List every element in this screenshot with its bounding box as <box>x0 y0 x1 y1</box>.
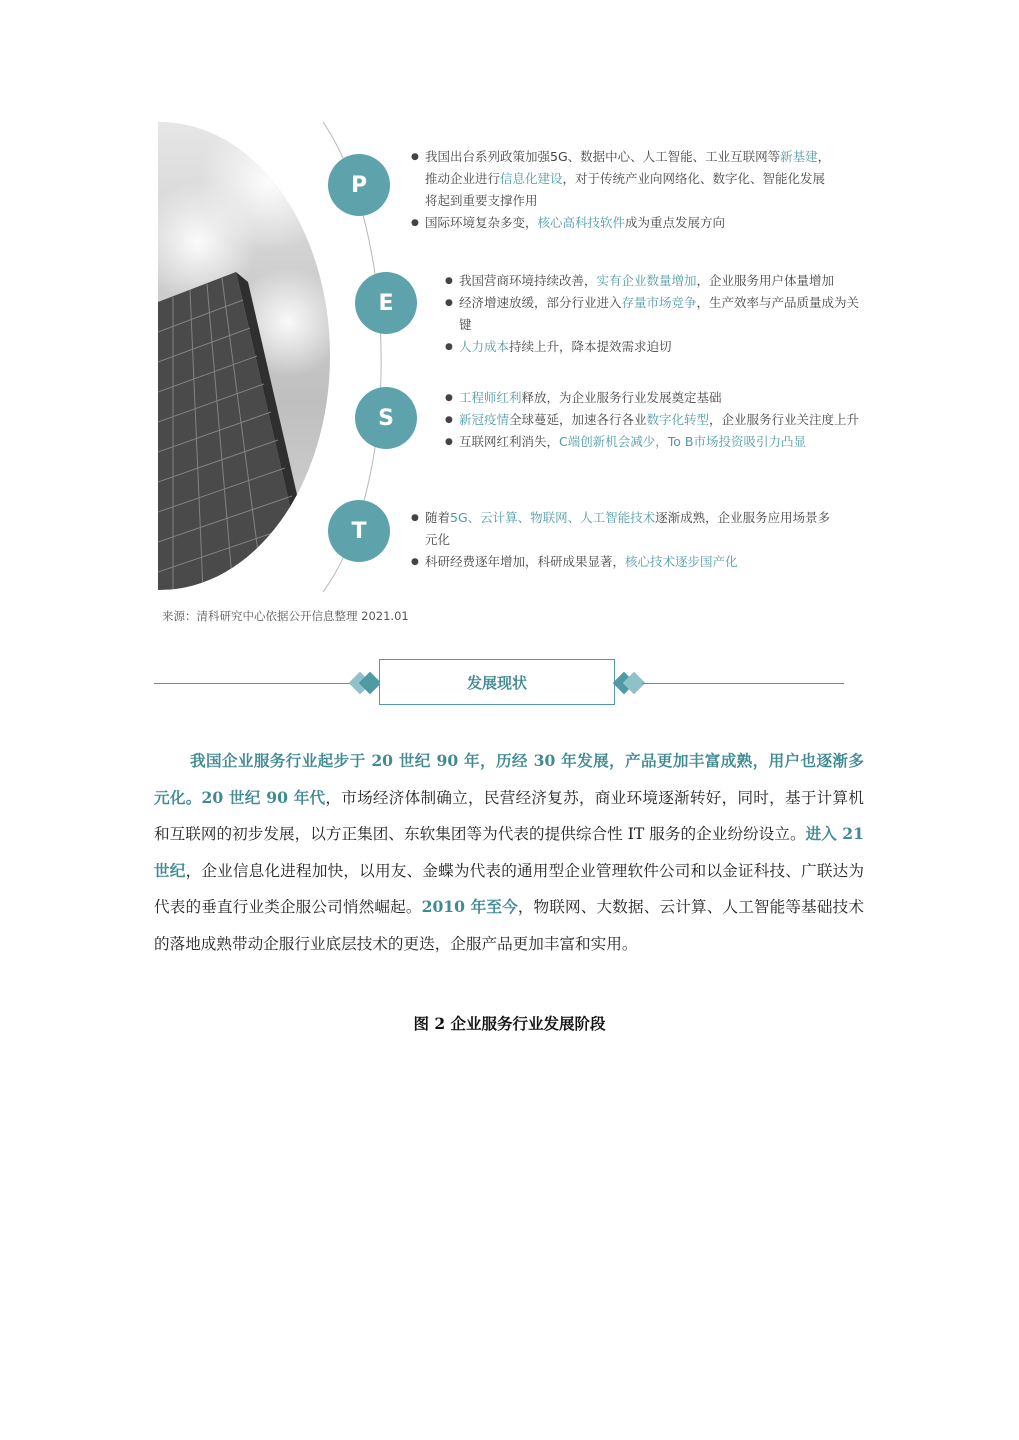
bullet-text: 持续上升，降本提效需求迫切 <box>509 339 672 354</box>
bullet-text: 全球蔓延，加速各行各业 <box>509 412 647 427</box>
highlight-text: 数字化转型 <box>646 412 710 427</box>
body-text: ，市场经济体制确立，民营经济复苏，商业环境逐渐转好，同时，基于计算机和互联网的初步发展，以方正集团、东软集团等为代表的提供综合性 IT 服务的企业纷纷设立。 <box>154 788 864 843</box>
emphasis-text: 20 世纪 90 年代 <box>201 787 326 807</box>
emphasis-text: 我国企业服务行业起步于 20 世纪 90 年，历经 30 年发展，产品更加丰富成熟，用户也逐渐多元化。 <box>154 751 864 807</box>
bullet-text: ，推动企业进行 <box>425 149 831 186</box>
figure-caption: 图 2 企业服务行业发展阶段 <box>413 1014 606 1033</box>
body-text: ，企业信息化进程加快，以用友、金蝶为代表的通用型企业管理软件公司和以金证科技、广联达为代表的垂直行业类企服公司悄然崛起。 <box>154 861 864 916</box>
pest-circle-t: T <box>328 500 390 562</box>
pest-bullet <box>445 336 865 358</box>
bullet-text: 国际环境复杂多变， <box>425 215 538 230</box>
pest-list-s <box>445 387 875 453</box>
pest-list-p <box>411 146 831 234</box>
pest-bullet <box>445 431 875 453</box>
pest-bullet <box>411 146 831 212</box>
highlight-text: 核心高科技软件 <box>537 215 626 230</box>
bullet-text: 经济增速放缓，部分行业进入 <box>459 295 622 310</box>
pest-circle-s: S <box>355 387 417 449</box>
highlight-text: C端创新机会减少，To B市场投资吸引力凸显 <box>559 434 806 449</box>
pest-bullet <box>445 292 865 336</box>
divider-line-left <box>154 683 354 684</box>
highlight-text: 新基建 <box>780 149 818 164</box>
pest-circle-e: E <box>355 272 417 334</box>
bullet-text: 逐渐成熟，企业服务应用场景多元化 <box>425 510 831 547</box>
para-indent <box>154 752 190 770</box>
bullet-text: 成为重点发展方向 <box>625 215 726 230</box>
pest-list-t <box>411 507 831 573</box>
bullet-text: 我国营商环境持续改善， <box>459 273 597 288</box>
highlight-text: 人力成本 <box>459 339 510 354</box>
highlight-text: 实有企业数量增加 <box>596 273 697 288</box>
emphasis-text: 2010 年至今 <box>421 897 518 916</box>
pest-bullet <box>411 212 831 234</box>
pest-circle-p: P <box>328 154 390 216</box>
bullet-text: 释放，为企业服务行业发展奠定基础 <box>521 390 722 405</box>
bullet-text: ，生产效率与产品质量成为关键 <box>459 295 860 332</box>
bullet-text: ，对于传统产业向网络化、数字化、智能化发展将起到重要支撑作用 <box>425 171 826 208</box>
bullet-text: 我国出台系列政策加强5G、数据中心、人工智能、工业互联网等 <box>425 149 781 164</box>
highlight-text: 工程师红利 <box>459 390 522 405</box>
highlight-text: 5G、云计算、物联网、人工智能技术 <box>450 510 656 525</box>
section-title: 发展现状 <box>379 659 615 705</box>
highlight-text: 新冠疫情 <box>459 412 510 427</box>
bullet-text: ，企业服务行业关注度上升 <box>709 412 860 427</box>
divider-line-right <box>642 683 844 684</box>
body-paragraph <box>154 743 864 962</box>
bullet-text: 科研经费逐年增加，科研成果显著， <box>425 554 626 569</box>
emphasis-text: 进入 21 世纪 <box>154 824 864 880</box>
highlight-text: 核心技术逐步国产化 <box>625 554 738 569</box>
pest-bullet <box>445 409 875 431</box>
paragraph-text <box>154 752 864 953</box>
pest-bullet <box>411 507 831 551</box>
figure-source: 来源：清科研究中心依据公开信息整理 2021.01 <box>162 609 409 623</box>
bullet-text: 随着 <box>425 510 451 525</box>
body-text: ，物联网、大数据、云计算、人工智能等基础技术的落地成熟带动企服行业底层技术的更迭，企服产品更加丰富和实用。 <box>154 898 864 953</box>
highlight-text: 信息化建设 <box>500 171 563 186</box>
bullet-text: 互联网红利消失， <box>459 434 560 449</box>
pest-bullet <box>411 551 831 573</box>
pest-bullet <box>445 270 865 292</box>
pest-figure <box>158 122 878 592</box>
pest-list-e <box>445 270 865 358</box>
bullet-text: ，企业服务用户体量增加 <box>696 273 835 288</box>
pest-bullet <box>445 387 875 409</box>
highlight-text: 存量市场竞争 <box>621 295 697 310</box>
